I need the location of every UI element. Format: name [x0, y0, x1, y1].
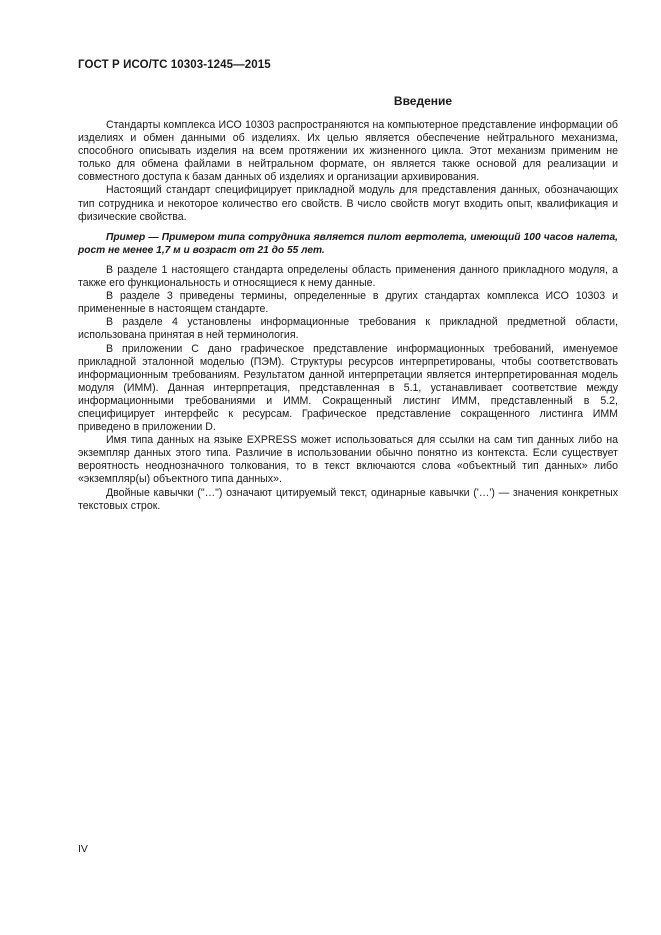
document-header: ГОСТ Р ИСО/ТС 10303-1245—2015 — [78, 59, 271, 71]
page-number: IV — [78, 843, 88, 855]
paragraph: Настоящий стандарт специфицирует прикладной модуль для представления данных, обозначающих тип сотрудника и некоторое количество его свойств. В число свойств могут входить опыт, квалификация и физические свойства. — [78, 184, 618, 223]
paragraph: Стандарты комплекса ИСО 10303 распространяются на компьютерное представление информации об изделиях и обмен данными об изделиях. Их целью является обеспечение нейтрального механизма, способного описывать изделия на всем протяжении их жизненного цикла. Этот механизм применим не только для обмена файлами в нейтральном формате, он является также основой для реализации и совместного доступа к базам данных об изделиях и организации архивирования. — [78, 119, 618, 184]
section-title-text: Введение — [393, 94, 453, 108]
paragraph: Имя типа данных на языке EXPRESS может использоваться для ссылки на сам тип данных либо на экземпляр данных этого типа. Различие в использовании обычно понятно из контекста. Если существует вероятность неоднозначного толкования, то в текст включаются слова «объектный тип данных» либо «экземпляр(ы) объектного типа данных». — [78, 434, 618, 486]
paragraph: В разделе 4 установлены информационные требования к прикладной предметной области, использована принятая в ней терминология. — [78, 316, 618, 342]
paragraph: В разделе 3 приведены термины, определенные в других стандартах комплекса ИСО 10303 и примененные в настоящем стандарте. — [78, 290, 618, 316]
document-body — [78, 119, 618, 513]
paragraph: В приложении С дано графическое представление информационных требований, именуемое прикладной эталонной моделью (ПЭМ). Структуры ресурсов интерпретированы, чтобы соответствовать информационным требованиям. Результатом данной интерпретации является интерпретированная модель модуля (ИММ). Данная интерпретация, представленная в 5.1, устанавливает соответствие между информационными требованиями и ИММ. Сокращенный листинг ИММ, представленный в 5.2, специфицирует интерфейс к ресурсам. Графическое представление сокращенного листинга ИММ приведено в приложении D. — [78, 342, 618, 434]
example-note: Пример — Примером типа сотрудника является пилот вертолета, имеющий 100 часов налета, рост не менее 1,7 м и возраст от 21 до 55 лет. — [78, 231, 618, 256]
paragraph: Двойные кавычки ("…") означают цитируемый текст, одинарные кавычки ('…') — значения конкретных текстовых строк. — [78, 486, 618, 512]
paragraph: В разделе 1 настоящего стандарта определены область применения данного прикладного модуля, а также его функциональность и относящиеся к нему данные. — [78, 263, 618, 290]
section-title — [78, 94, 578, 108]
